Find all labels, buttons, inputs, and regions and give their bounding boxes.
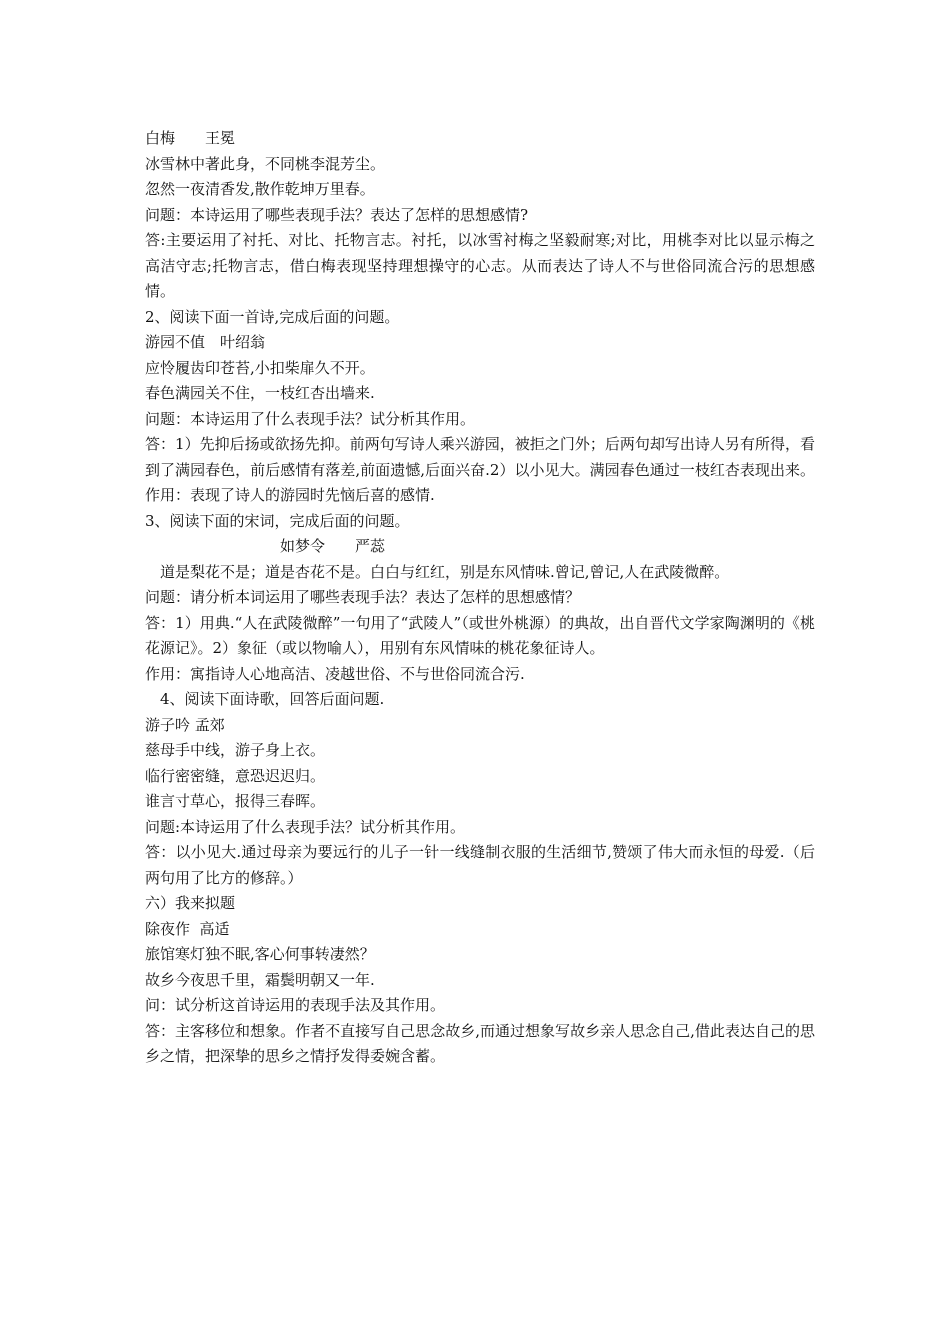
question: 问题：本诗运用了什么表现手法？试分析其作用。 <box>145 409 476 428</box>
section-heading-2: 2、阅读下面一首诗,完成后面的问题。 <box>145 307 400 326</box>
section-heading-6: 六）我来拟题 <box>145 894 236 912</box>
poem-title-rumengling: 如梦令 严蕊 <box>280 537 386 555</box>
answer-effect: 作用：寓指诗人心地高洁、凌越世俗、不与世俗同流合污. <box>145 664 525 683</box>
poem-line: 慈母手中线，游子身上衣。 <box>145 741 326 759</box>
poem-line: 春色满园关不住，一枝红杏出墙来. <box>145 384 375 402</box>
poem-line: 旅馆寒灯独不眠,客心何事转凄然？ <box>145 945 375 963</box>
poem-text: 道是梨花不是；道是杏花不是。白白与红红，别是东风情味.曾记,曾记,人在武陵微醉。 <box>160 562 730 581</box>
poem-line: 故乡今夜思千里，霜鬓明朝又一年. <box>145 970 375 989</box>
document-body <box>145 126 815 1070</box>
poem-line: 临行密密缝，意恐迟迟归。 <box>145 766 326 785</box>
answer: 答:主要运用了衬托、对比、托物言志。衬托，以冰雪衬梅之坚毅耐寒;对比，用桃李对比以显示梅之高洁守志;托物言志，借白梅表现坚持理想操守的心志。从而表达了诗人不与世俗同流合污的思想感情。 <box>145 231 815 300</box>
section-heading-4: 4、阅读下面诗歌，回答后面问题. <box>160 690 385 708</box>
poem-line: 应怜履齿印苍苔,小扣柴扉久不开。 <box>145 358 375 377</box>
answer: 答：主客移位和想象。作者不直接写自己思念故乡,而通过想象写故乡亲人思念自己,借此表达自己的思乡之情，把深挚的思乡之情抒发得委婉含蓄。 <box>145 1021 815 1065</box>
answer: 答：以小见大.通过母亲为要远行的儿子一针一线缝制衣服的生活细节,赞颂了伟大而永恒的母爱.（后两句用了比方的修辞。） <box>145 843 815 887</box>
poem-title-baimei: 白梅 王冕 <box>145 129 236 147</box>
poem-line: 忽然一夜清香发,散作乾坤万里春。 <box>145 180 375 198</box>
question: 问题:本诗运用了什么表现手法？试分析其作用。 <box>145 817 466 836</box>
answer: 答：1）用典.“人在武陵微醉”一句用了“武陵人”（或世外桃源）的典故，出自晋代文学家陶渊明的《桃花源记》。2）象征（或以物喻人），用别有东风情味的桃花象征诗人。 <box>145 613 815 657</box>
answer: 答：1）先抑后扬或欲扬先抑。前两句写诗人乘兴游园，被拒之门外；后两句却写出诗人另有所得，看到了满园春色，前后感情有落差,前面遗憾,后面兴奋.2）以小见大。满园春色通过一枝红杏表现出来。作用：表现了诗人的游园时先恼后喜的感情. <box>145 435 815 504</box>
question: 问：试分析这首诗运用的表现手法及其作用。 <box>145 996 446 1014</box>
question: 问题：本诗运用了哪些表现手法？表达了怎样的思想感情? <box>145 205 529 224</box>
section-heading-3: 3、阅读下面的宋词，完成后面的问题。 <box>145 511 410 530</box>
poem-line: 冰雪林中著此身，不同桃李混芳尘。 <box>145 154 386 173</box>
question: 问题：请分析本词运用了哪些表现手法？表达了怎样的思想感情？ <box>145 588 581 606</box>
poem-title-youziyin: 游子吟 孟郊 <box>145 715 225 734</box>
poem-line: 谁言寸草心，报得三春晖。 <box>145 792 326 810</box>
poem-title-youyuanbuzhi: 游园不值 叶绍翁 <box>145 333 266 351</box>
poem-title-chuyezuo: 除夜作 高适 <box>145 919 230 938</box>
